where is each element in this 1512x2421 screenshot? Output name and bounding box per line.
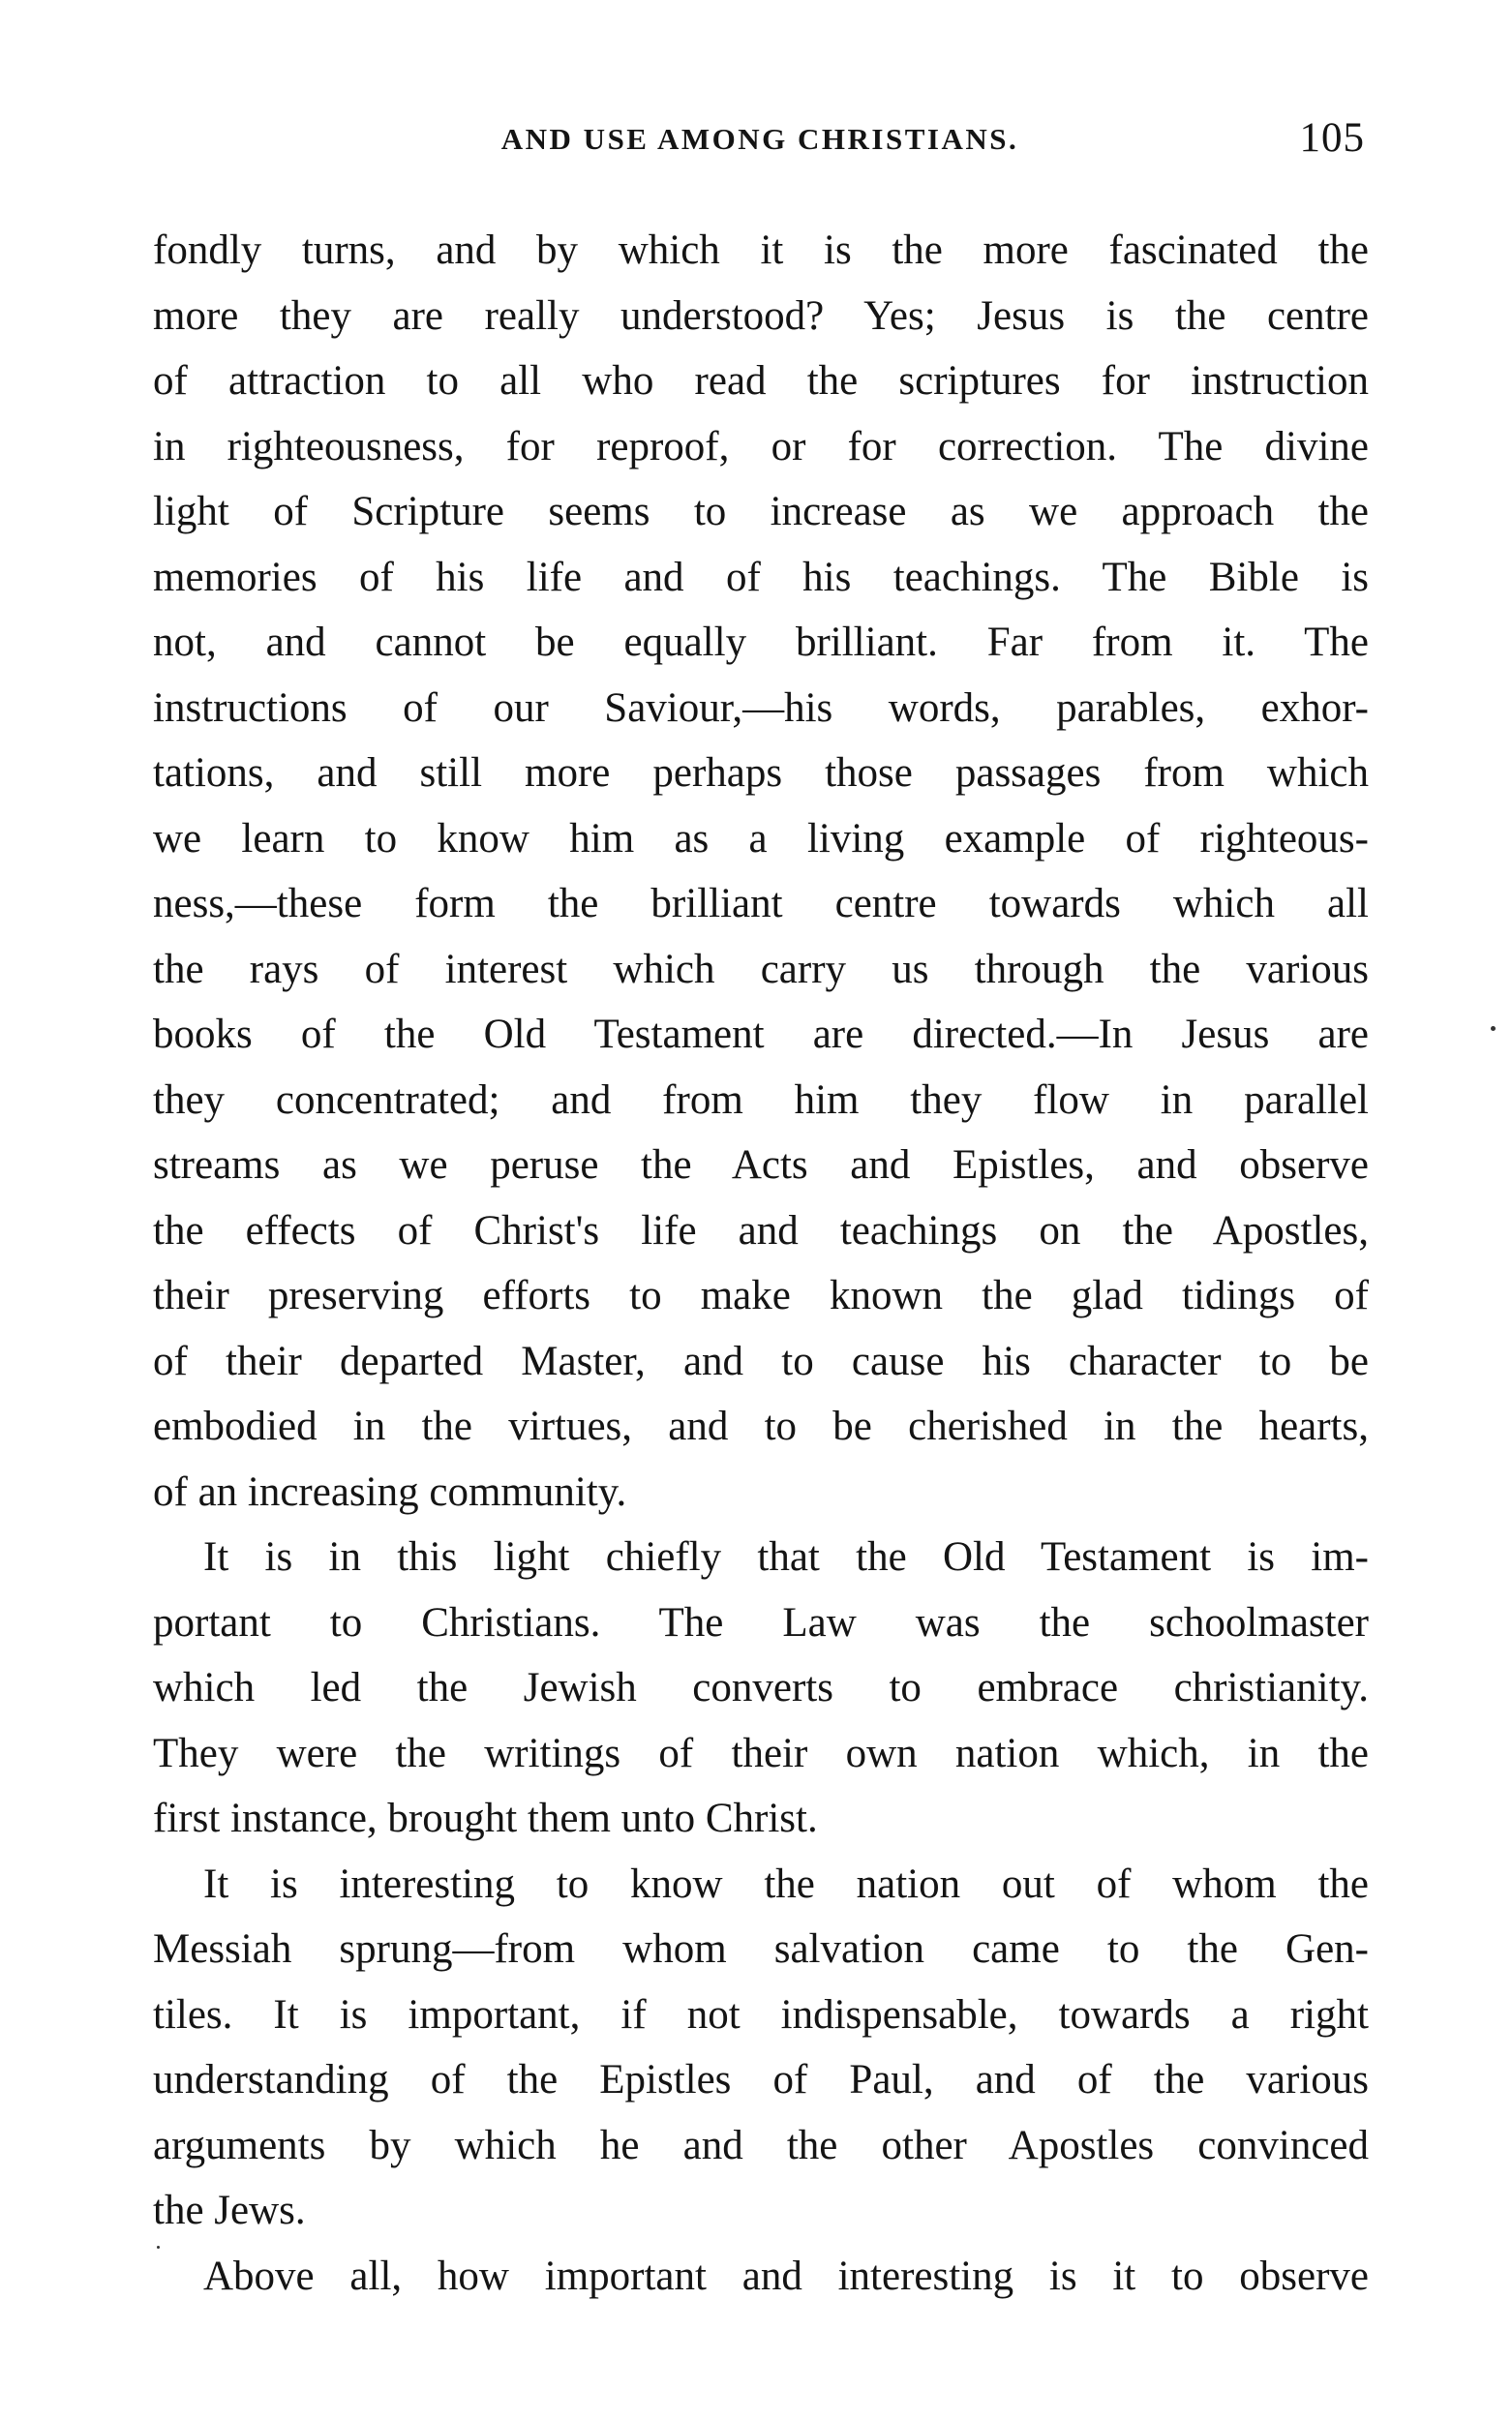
text-line: of an increasing community.	[153, 1468, 627, 1515]
text-line: Messiah sprung—from whom salvation came to the Gen-	[153, 1926, 1369, 1972]
text-line: of their departed Master, and to cause his character to be	[153, 1338, 1369, 1384]
body-text	[153, 218, 1369, 2309]
page-number: 105	[1299, 115, 1365, 161]
text-line: which led the Jewish converts to embrace christianity.	[153, 1665, 1369, 1710]
print-speck	[1491, 1026, 1496, 1031]
text-line: the rays of interest which carry us through the various	[153, 946, 1369, 992]
text-line: memories of his life and of his teachings. The Bible is	[153, 554, 1369, 600]
paragraph	[153, 2244, 1369, 2310]
text-line: It is interesting to know the nation out of whom the	[203, 1861, 1369, 1907]
print-speck	[157, 2246, 160, 2249]
running-head	[155, 114, 1365, 172]
text-line: the Jews.	[153, 2188, 306, 2233]
text-line: tiles. It is important, if not indispensable, towards a right	[153, 1991, 1369, 2038]
text-line: of attraction to all who read the scriptures for instruction	[153, 358, 1369, 404]
text-line: They were the writings of their own nation which, in the	[153, 1730, 1369, 1776]
text-line: instructions of our Saviour,—his words, parables, exhor-	[153, 684, 1369, 731]
text-line: arguments by which he and the other Apostles convinced	[153, 2122, 1369, 2168]
text-line: books of the Old Testament are directed.—In Jesus are	[153, 1012, 1369, 1057]
text-line: Above all, how important and interesting is it to observe	[203, 2253, 1369, 2299]
text-line: not, and cannot be equally brilliant. Far from it. The	[153, 620, 1369, 665]
text-line: fondly turns, and by which it is the more fascinated the	[153, 227, 1369, 273]
text-line: we learn to know him as a living example of righteous-	[153, 815, 1369, 862]
text-line: they concentrated; and from him they flow in parallel	[153, 1076, 1369, 1123]
text-line: It is in this light chiefly that the Old Testament is im-	[203, 1534, 1369, 1580]
text-line: ness,—these form the brilliant centre towards which all	[153, 881, 1369, 926]
text-line: light of Scripture seems to increase as we approach the	[153, 489, 1369, 534]
text-line: embodied in the virtues, and to be cherished in the hearts,	[153, 1404, 1369, 1449]
text-line: tations, and still more perhaps those passages from which	[153, 750, 1369, 796]
text-line: portant to Christians. The Law was the schoolmaster	[153, 1599, 1369, 1646]
paragraph	[153, 1852, 1369, 2244]
text-line: understanding of the Epistles of Paul, and of the various	[153, 2057, 1369, 2103]
text-line: streams as we peruse the Acts and Epistles, and observe	[153, 1142, 1369, 1188]
paragraph	[153, 1525, 1369, 1852]
text-line: their preserving efforts to make known the glad tidings of	[153, 1273, 1369, 1318]
text-line: first instance, brought them unto Christ.	[153, 1796, 818, 1841]
text-line: in righteousness, for reproof, or for correction. The divine	[153, 423, 1369, 469]
text-line: the effects of Christ's life and teachings on the Apostles,	[153, 1207, 1369, 1254]
running-title: AND USE AMONG CHRISTIANS.	[500, 122, 1019, 156]
paragraph	[153, 218, 1369, 1525]
text-line: more they are really understood? Yes; Jesus is the centre	[153, 292, 1369, 339]
